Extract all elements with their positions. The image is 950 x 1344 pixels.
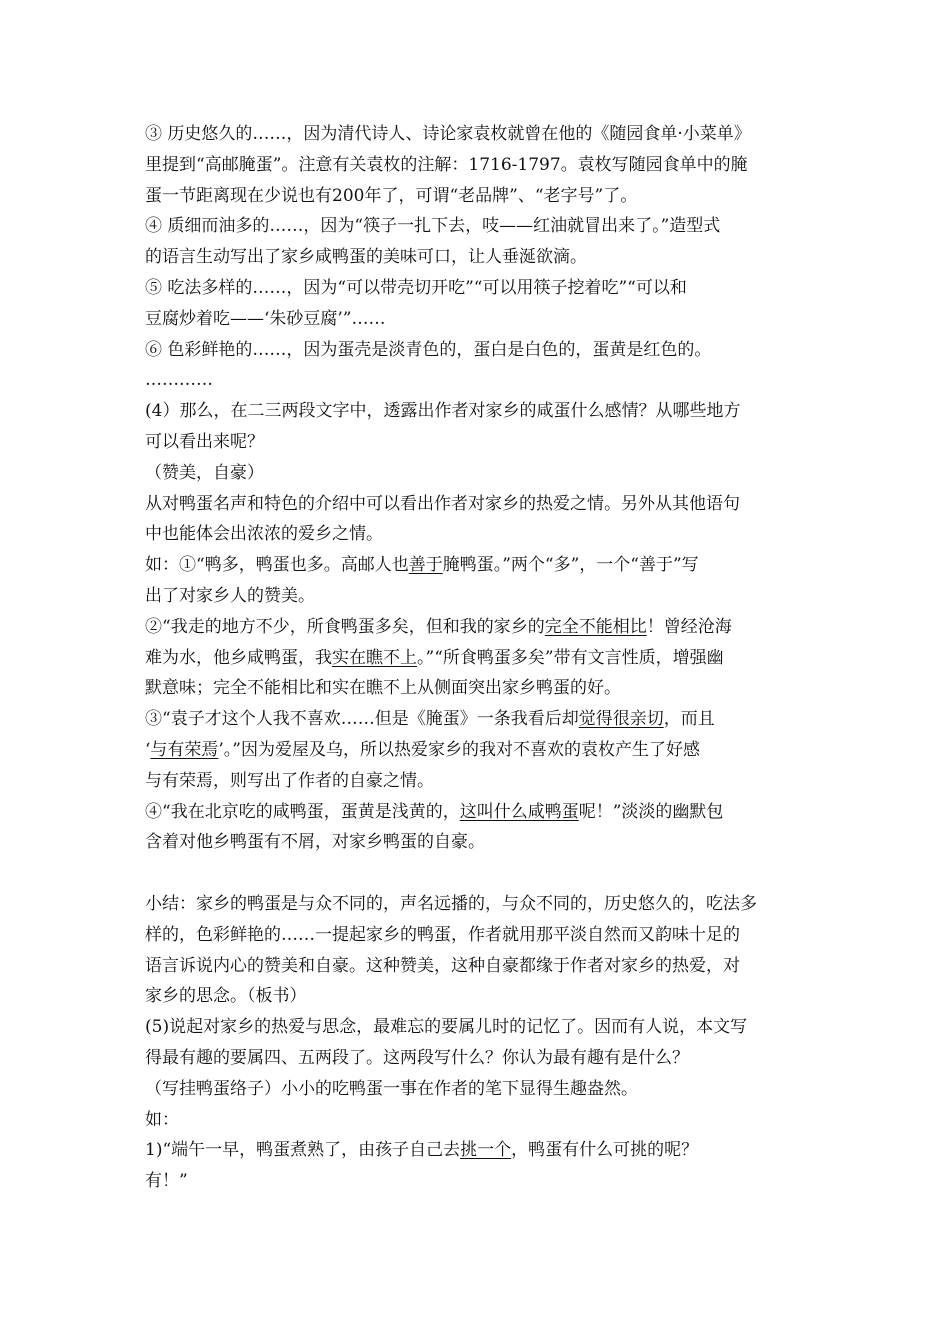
text-run: 得最有趣的要属四、五两段了。这两段写什么？你认为最有趣有是什么？ xyxy=(145,1047,689,1068)
blank-line xyxy=(145,858,817,889)
text-run: 小结：家乡的鸭蛋是与众不同的，声名远播的，与众不同的，历史悠久的，吃法多 xyxy=(145,893,757,914)
text-line xyxy=(145,119,817,150)
text-run: 家乡的思念。（板书） xyxy=(145,986,307,1007)
text-line xyxy=(145,181,817,212)
text-line xyxy=(145,1135,817,1166)
text-run: 。”“所食鸭蛋多矣”带有文言性质，增强幽 xyxy=(417,647,724,668)
text-run: ，而且 xyxy=(663,709,715,730)
text-line xyxy=(145,304,817,335)
text-line xyxy=(145,951,817,982)
text-line xyxy=(145,396,817,427)
text-run: 里提到“高邮腌蛋”。注意有关袁枚的注解：1716-1797。袁枚写随园食单中的腌 xyxy=(145,154,748,175)
text-run: ………… xyxy=(145,370,213,391)
underlined-phrase: 善于 xyxy=(408,555,443,576)
text-line xyxy=(145,519,817,550)
text-line xyxy=(145,735,817,766)
text-line xyxy=(145,1043,817,1074)
text-run: 的语言生动写出了家乡咸鸭蛋的美味可口，让人垂涎欲滴。 xyxy=(145,247,587,268)
text-run: ‘ xyxy=(145,739,151,760)
text-run: 含着对他乡鸭蛋有不屑，对家乡鸭蛋的自豪。 xyxy=(145,832,485,853)
text-run: 豆腐炒着吃——‘朱砂豆腐’”…… xyxy=(145,308,386,329)
text-line xyxy=(145,612,817,643)
text-run: ③“袁子才这个人我不喜欢……但是《腌蛋》一条我看后却 xyxy=(145,709,579,730)
text-run: ！曾经沧海 xyxy=(646,616,732,637)
text-run: ③ 历史悠久的……，因为清代诗人、诗论家袁枚就曾在他的《随园食单·小菜单》 xyxy=(145,124,751,144)
text-line xyxy=(145,1074,817,1105)
text-line xyxy=(145,1012,817,1043)
text-run: 如： xyxy=(145,1109,179,1130)
text-run: ⑥ 色彩鲜艳的……，因为蛋壳是淡青色的，蛋白是白色的，蛋黄是红色的。 xyxy=(145,339,712,360)
text-line xyxy=(145,581,817,612)
text-run: ②“我走的地方不少，所食鸭蛋多矣，但和我的家乡的 xyxy=(145,616,545,637)
text-run: (4）那么，在二三两段文字中，透露出作者对家乡的咸蛋什么感情？从哪些地方 xyxy=(145,401,741,422)
text-run: (5)说起对家乡的热爱与思念，最难忘的要属儿时的记忆了。因而有人说，本文写 xyxy=(145,1017,748,1038)
text-run: 可以看出来呢？ xyxy=(145,431,264,452)
text-run: 出了对家乡人的赞美。 xyxy=(145,585,315,606)
text-line xyxy=(145,643,817,674)
document-body xyxy=(145,119,817,1197)
underlined-phrase: 完全不能相比 xyxy=(544,616,647,637)
text-line xyxy=(145,704,817,735)
text-line xyxy=(145,1105,817,1136)
text-line xyxy=(145,920,817,951)
text-run: ④“我在北京吃的咸鸭蛋，蛋黄是浅黄的， xyxy=(145,801,460,822)
underlined-phrase: 实在瞧不上 xyxy=(332,647,417,668)
text-line xyxy=(145,673,817,704)
underlined-phrase: 觉得很亲切 xyxy=(578,709,664,730)
text-line xyxy=(145,797,817,828)
text-run: 难为水，他乡咸鸭蛋，我 xyxy=(145,647,332,668)
text-line xyxy=(145,550,817,581)
text-run: ⑤ 吃法多样的……，因为“可以带壳切开吃”“可以用筷子挖着吃”“可以和 xyxy=(145,277,687,298)
text-line xyxy=(145,889,817,920)
text-line xyxy=(145,981,817,1012)
text-run: 样的，色彩鲜艳的……一提起家乡的鸭蛋，作者就用那平淡自然而又韵味十足的 xyxy=(145,924,740,945)
text-run: （赞美，自豪） xyxy=(145,462,264,483)
text-run: 语言诉说内心的赞美和自豪。这种赞美，这种自豪都缘于作者对家乡的热爱，对 xyxy=(145,955,740,976)
text-line xyxy=(145,211,817,242)
text-line xyxy=(145,335,817,366)
text-run: 从对鸭蛋名声和特色的介绍中可以看出作者对家乡的热爱之情。另外从其他语句 xyxy=(145,493,740,514)
text-run: 默意味；完全不能相比和实在瞧不上从侧面突出家乡鸭蛋的好。 xyxy=(145,678,621,699)
text-run: 中也能体会出浓浓的爱乡之情。 xyxy=(145,524,383,545)
text-line xyxy=(145,766,817,797)
text-line xyxy=(145,827,817,858)
text-line xyxy=(145,458,817,489)
text-run: 有！” xyxy=(145,1171,188,1192)
text-run: 如：①“鸭多，鸭蛋也多。高邮人也 xyxy=(145,555,409,576)
text-run: 腌鸭蛋。”两个“多”，一个“善于”写 xyxy=(442,555,699,576)
underlined-phrase: 挑一个 xyxy=(460,1140,512,1161)
text-line xyxy=(145,427,817,458)
text-run: 与有荣焉，则写出了作者的自豪之情。 xyxy=(145,770,434,791)
text-line xyxy=(145,365,817,396)
text-run: （写挂鸭蛋络子）小小的吃鸭蛋一事在作者的笔下显得生趣盎然。 xyxy=(145,1078,638,1099)
text-run: ④ 质细而油多的……，因为“筷子一扎下去，吱——红油就冒出来了。”造型式 xyxy=(145,216,721,237)
underlined-phrase: 与有荣焉 xyxy=(150,739,219,760)
text-run: ，鸭蛋有什么可挑的呢？ xyxy=(511,1140,699,1161)
text-run: ’。”因为爱屋及乌，所以热爱家乡的我对不喜欢的袁枚产生了好感 xyxy=(218,739,700,760)
underlined-phrase: 这叫什么咸鸭蛋 xyxy=(459,801,579,822)
text-line xyxy=(145,150,817,181)
text-run: 1)“端午一早，鸭蛋煮熟了，由孩子自己去 xyxy=(145,1140,461,1161)
text-line xyxy=(145,273,817,304)
text-line xyxy=(145,1166,817,1197)
text-line xyxy=(145,489,817,520)
text-run: 呢！”淡淡的幽默包 xyxy=(578,801,724,822)
text-line xyxy=(145,242,817,273)
text-run: 蛋一节距离现在少说也有200年了，可谓“老品牌”、“老字号”了。 xyxy=(145,185,638,206)
